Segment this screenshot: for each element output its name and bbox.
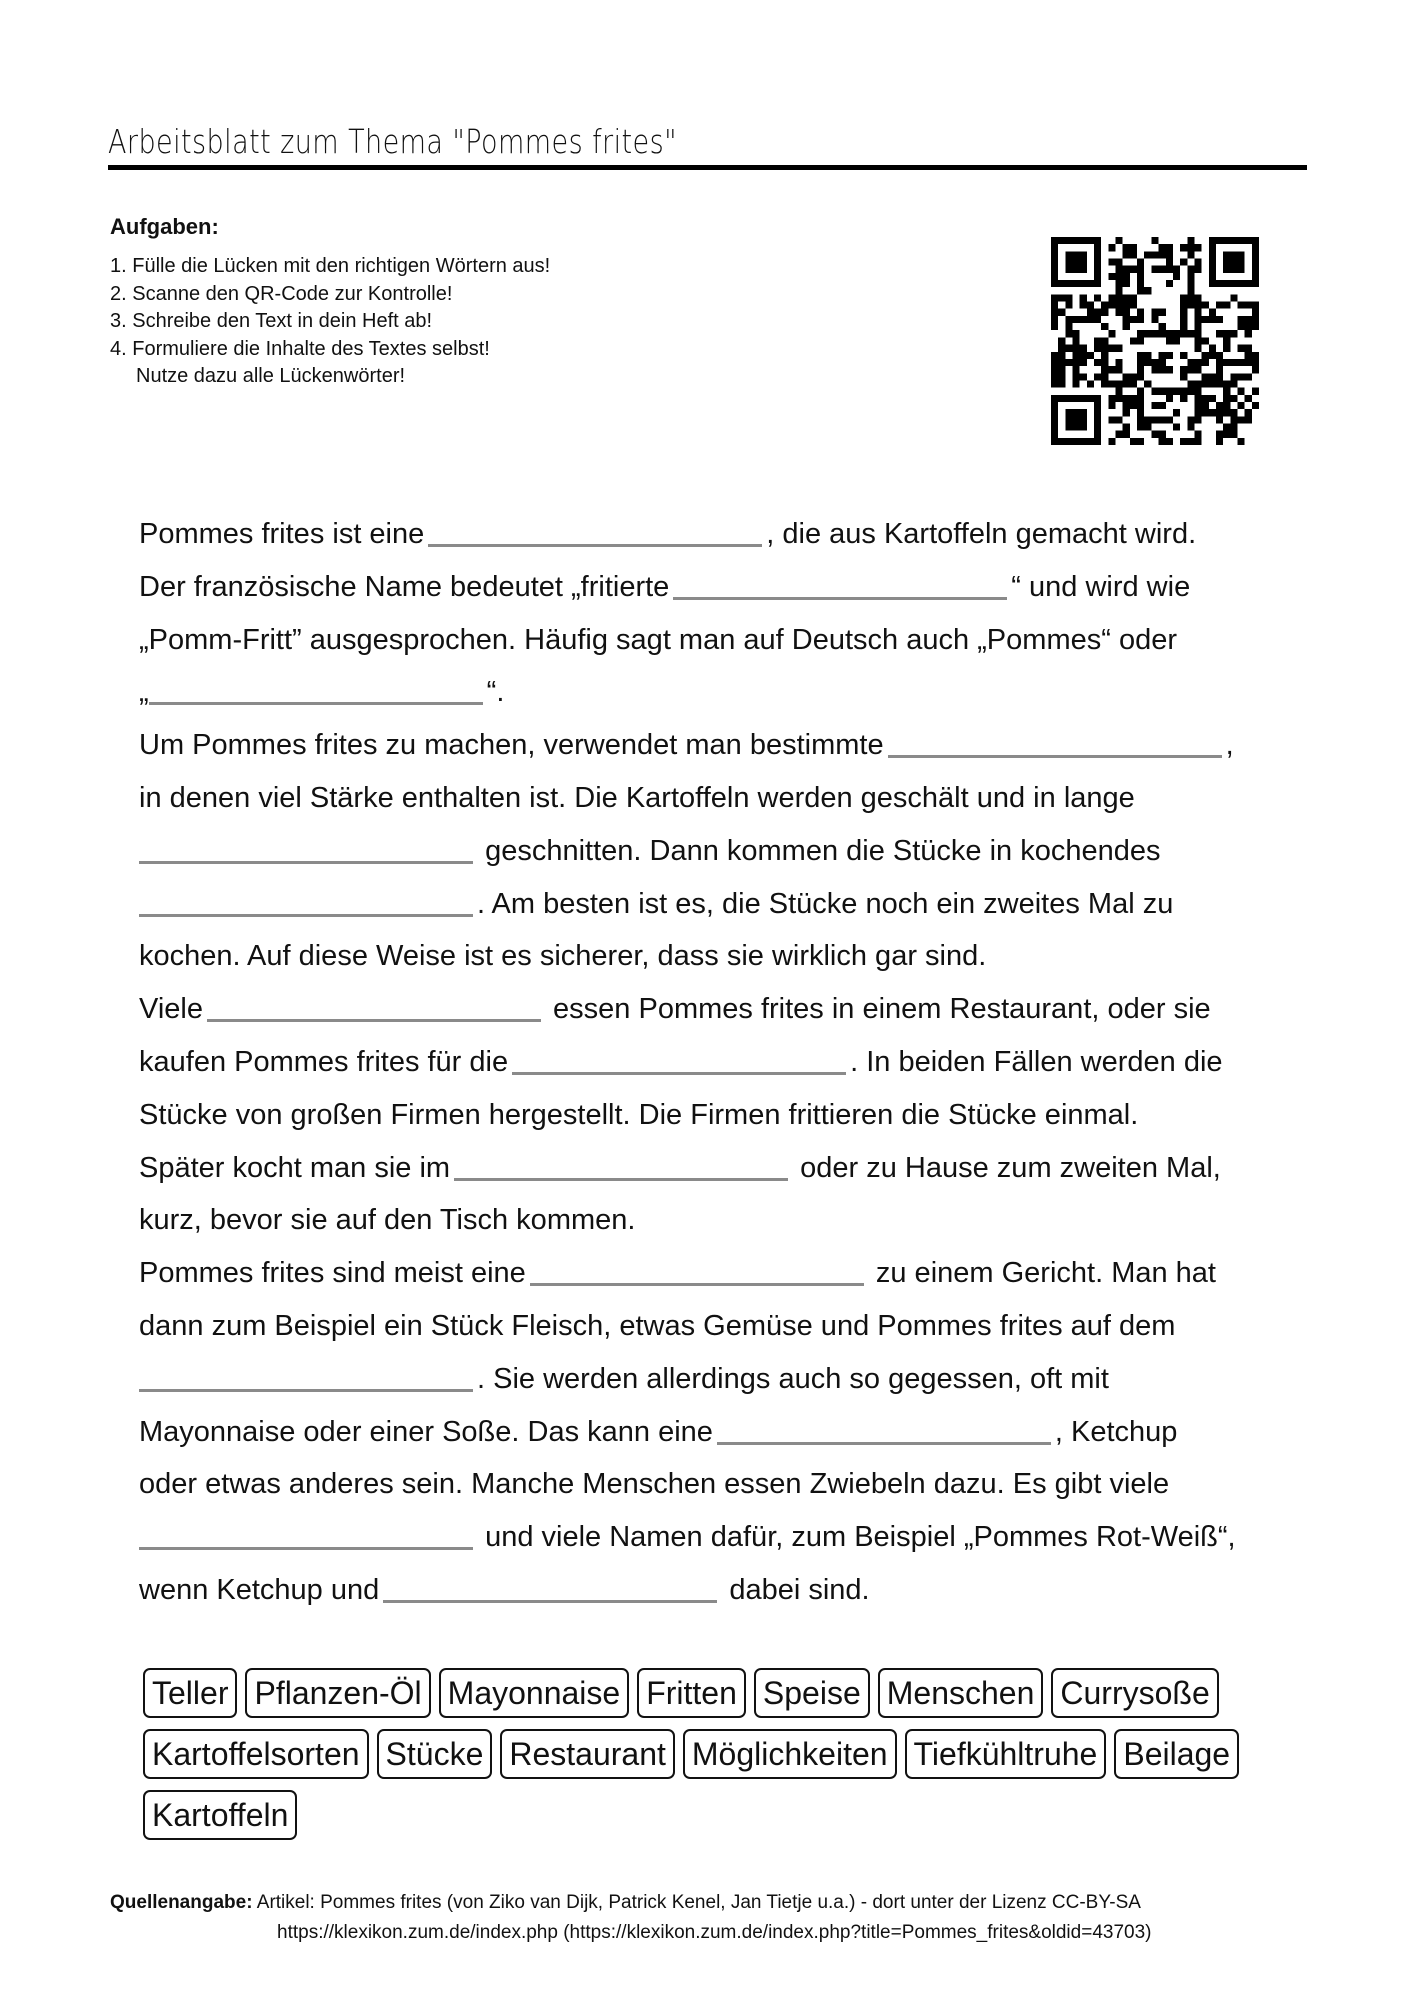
task-item: 4. Formuliere die Inhalte des Textes selbst! xyxy=(110,337,490,360)
page-title: Arbeitsblatt zum Thema "Pommes frites" xyxy=(108,122,677,161)
text-line: „ “. xyxy=(139,666,1289,719)
blank-gap[interactable] xyxy=(139,885,473,917)
word-chip[interactable]: Stücke xyxy=(377,1729,493,1779)
blank-gap[interactable] xyxy=(673,568,1007,600)
text-line: kaufen Pommes frites für die . In beiden Fällen werden die xyxy=(139,1036,1289,1089)
blank-gap[interactable] xyxy=(139,1518,473,1550)
text-line: Der französische Name bedeutet „fritierte “ und wird wie xyxy=(139,561,1289,614)
source-text: Artikel: Pommes frites (von Ziko van Dijk, Patrick Kenel, Jan Tietje u.a.) - dort unter der Lizenz CC-BY-SA xyxy=(256,1892,1141,1913)
blank-gap[interactable] xyxy=(139,832,473,864)
word-chip[interactable]: Möglichkeiten xyxy=(683,1729,897,1779)
blank-gap[interactable] xyxy=(454,1149,788,1181)
cloze-text xyxy=(139,508,1289,1617)
text-line: . Am besten ist es, die Stücke noch ein zweites Mal zu xyxy=(139,878,1289,931)
text-line: Pommes frites sind meist eine zu einem Gericht. Man hat xyxy=(139,1247,1289,1300)
word-chip[interactable]: Restaurant xyxy=(500,1729,675,1779)
blank-gap[interactable] xyxy=(383,1571,717,1603)
text-line: und viele Namen dafür, zum Beispiel „Pommes Rot-Weiß“, xyxy=(139,1511,1289,1564)
task-list xyxy=(110,253,550,391)
word-chip[interactable]: Speise xyxy=(754,1668,870,1718)
text-line: . Sie werden allerdings auch so gegessen, oft mit xyxy=(139,1353,1289,1406)
word-chip[interactable]: Menschen xyxy=(878,1668,1044,1718)
text-line: wenn Ketchup und dabei sind. xyxy=(139,1564,1289,1617)
word-chip[interactable]: Tiefkühltruhe xyxy=(905,1729,1107,1779)
word-bank xyxy=(143,1668,1313,1840)
blank-gap[interactable] xyxy=(139,1360,473,1392)
text-line: in denen viel Stärke enthalten ist. Die Kartoffeln werden geschält und in lange xyxy=(139,781,1135,814)
task-item: 1. Fülle die Lücken mit den richtigen Wörtern aus! xyxy=(110,255,551,277)
blank-gap[interactable] xyxy=(717,1413,1051,1445)
text-line: Später kocht man sie im oder zu Hause zum zweiten Mal, xyxy=(139,1142,1289,1195)
text-line: Mayonnaise oder einer Soße. Das kann eine , Ketchup xyxy=(139,1406,1289,1459)
qr-code-icon[interactable] xyxy=(1051,237,1259,445)
word-chip[interactable]: Beilage xyxy=(1114,1729,1239,1779)
word-chip[interactable]: Pflanzen-Öl xyxy=(245,1668,430,1718)
text-line: Stücke von großen Firmen hergestellt. Die Firmen frittieren die Stücke einmal. xyxy=(139,1098,1139,1131)
text-line: Um Pommes frites zu machen, verwendet man bestimmte , xyxy=(139,719,1289,772)
blank-gap[interactable] xyxy=(149,673,483,705)
word-chip[interactable]: Currysoße xyxy=(1051,1668,1218,1718)
blank-gap[interactable] xyxy=(530,1254,864,1286)
word-chip[interactable]: Mayonnaise xyxy=(439,1668,630,1718)
text-line: „Pomm-Fritt” ausgesprochen. Häufig sagt man auf Deutsch auch „Pommes“ oder xyxy=(139,623,1177,656)
blank-gap[interactable] xyxy=(428,515,762,547)
blank-gap[interactable] xyxy=(207,990,541,1022)
text-line: dann zum Beispiel ein Stück Fleisch, etwas Gemüse und Pommes frites auf dem xyxy=(139,1309,1176,1342)
text-line: Viele essen Pommes frites in einem Restaurant, oder sie xyxy=(139,983,1289,1036)
word-chip[interactable]: Fritten xyxy=(637,1668,746,1718)
source-attribution xyxy=(110,1888,1151,1948)
text-line: kurz, bevor sie auf den Tisch kommen. xyxy=(139,1204,636,1237)
task-item: 3. Schreibe den Text in dein Heft ab! xyxy=(110,310,433,332)
title-divider xyxy=(108,165,1307,170)
text-line: kochen. Auf diese Weise ist es sicherer, dass sie wirklich gar sind. xyxy=(139,940,987,973)
source-url[interactable]: https://klexikon.zum.de/index.php (https://klexikon.zum.de/index.php?title=Pommes_frites&oldid=43703) xyxy=(277,1922,1152,1943)
source-label: Quellenangabe: xyxy=(110,1892,253,1913)
word-chip[interactable]: Kartoffelsorten xyxy=(143,1729,369,1779)
text-line: oder etwas anderes sein. Manche Menschen essen Zwiebeln dazu. Es gibt viele xyxy=(139,1468,1170,1501)
word-chip[interactable]: Kartoffeln xyxy=(143,1790,297,1840)
tasks-heading: Aufgaben: xyxy=(110,214,219,239)
text-line: Pommes frites ist eine , die aus Kartoffeln gemacht wird. xyxy=(139,508,1289,561)
text-line: geschnitten. Dann kommen die Stücke in kochendes xyxy=(139,825,1289,878)
blank-gap[interactable] xyxy=(512,1043,846,1075)
blank-gap[interactable] xyxy=(888,726,1222,758)
task-item: 2. Scanne den QR-Code zur Kontrolle! xyxy=(110,282,453,305)
task-hint: Nutze dazu alle Lückenwörter! xyxy=(136,365,406,387)
word-chip[interactable]: Teller xyxy=(143,1668,237,1718)
